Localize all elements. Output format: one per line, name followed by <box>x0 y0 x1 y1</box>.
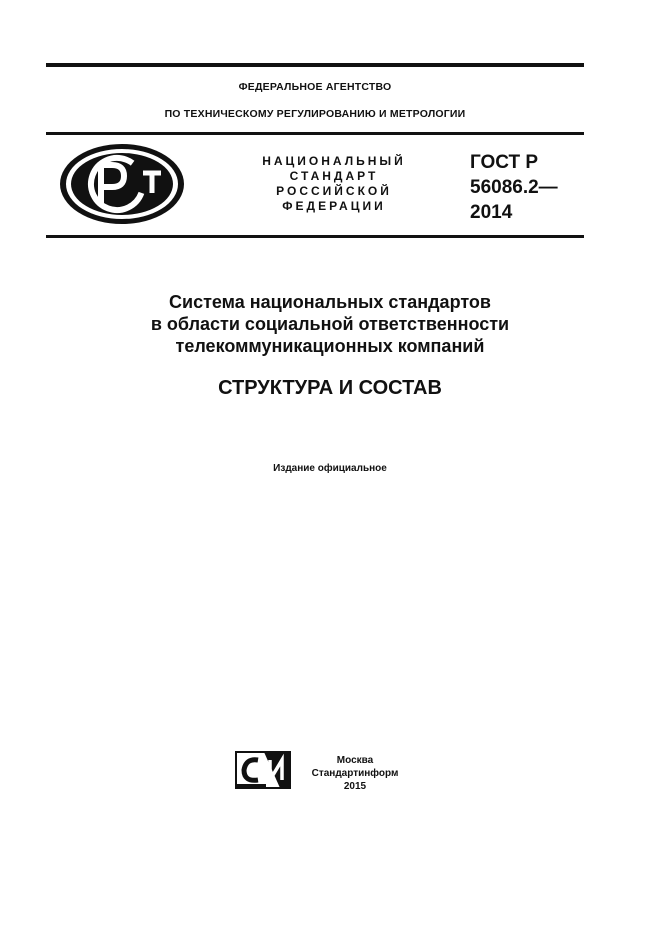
publisher-name: Стандартинформ <box>311 768 399 779</box>
title-line-1: Система национальных стандартов <box>169 292 491 312</box>
edition-label: Издание официальное <box>273 463 387 474</box>
national-line-4: ФЕДЕРАЦИИ <box>282 199 386 213</box>
header-rule <box>46 132 584 135</box>
national-line-3: РОССИЙСКОЙ <box>276 184 392 198</box>
title-line-2: в области социальной ответственности <box>150 314 510 334</box>
standard-code-line-2: 56086.2— <box>470 177 558 198</box>
national-standard-label <box>248 154 420 214</box>
national-line-1: НАЦИОНАЛЬНЫЙ <box>262 154 406 168</box>
agency-line-1: ФЕДЕРАЛЬНОЕ АГЕНТСТВО <box>238 81 392 93</box>
publisher-year: 2015 <box>343 781 367 792</box>
document-subtitle: СТРУКТУРА И СОСТАВ <box>218 377 442 399</box>
publisher-city: Москва <box>336 755 374 766</box>
publisher-info <box>296 754 414 793</box>
title-line-3: телекоммуникационных компаний <box>175 336 485 356</box>
top-rule <box>46 63 584 67</box>
document-title <box>46 291 614 357</box>
standard-code-line-1: ГОСТ Р <box>470 152 539 173</box>
standartinform-logo-icon <box>234 748 292 790</box>
header-bottom-rule <box>46 235 584 238</box>
national-line-2: СТАНДАРТ <box>289 169 379 183</box>
standard-code-line-3: 2014 <box>470 202 513 223</box>
rst-logo-icon <box>57 141 187 227</box>
agency-line-2: ПО ТЕХНИЧЕСКОМУ РЕГУЛИРОВАНИЮ И МЕТРОЛОГИИ <box>164 108 466 120</box>
standard-code <box>470 150 558 225</box>
